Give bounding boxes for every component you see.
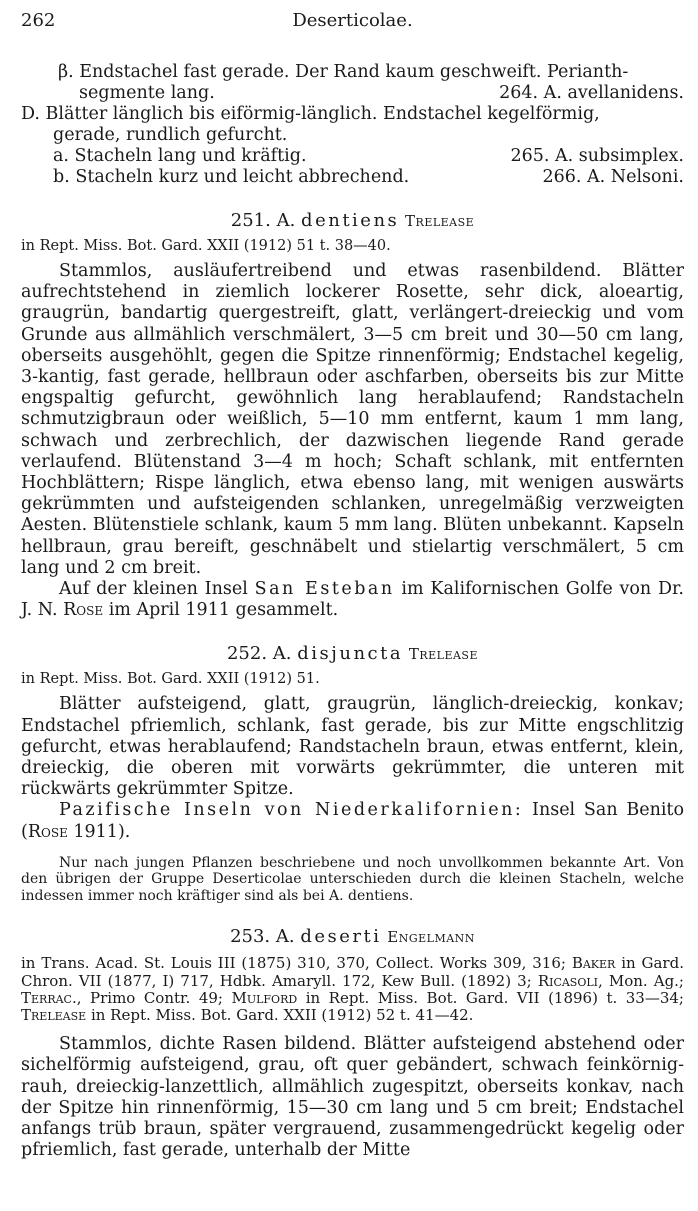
species-locality: Pazifische Inseln von Niederkalifornien: Insel San Benito (Rose 1911). <box>21 800 684 842</box>
species-description: Blätter aufsteigend, glatt, graugrün, länglich-dreieckig, konkav; Endstachel pfriemlich, schlank, fast gerade, bis zur Mitte engschlitzig gefurcht, etwas herablaufend; Randstacheln braun, etwas entfernt, klein, dreieckig, die oberen mit vorwärts gekrümmter, die unteren mit rückwärts gekrümmter Spitze. Pazifische Inseln von Niederkalifornien: Insel San Benito (Rose 1911). <box>21 694 684 842</box>
key-line: segmente lang. 264. A. avellanidens. <box>79 83 684 103</box>
species-note: Nur nach jungen Pflanzen beschriebene und noch unvollkommen bekannte Art. Von den übrigen der Gruppe Deserticolae unterschieden durch die kleinen Stacheln, welche indessen immer noch kräftiger sind als bei A. dentiens. <box>21 854 684 904</box>
identification-key <box>21 62 684 188</box>
species-description: Stammlos, dichte Rasen bildend. Blätter aufsteigend abstehend oder sichelförmig aufsteigend, grau, oft quer gebändert, schwach feinkörnig-rauh, dreieckig-lanzettlich, allmählich zugespitzt, oberseits konkav, nach der Spitze hin rinnenförmig, 15—30 cm lang und 5 cm breit; Endstachel anfangs trüb braun, später vergrauend, zusammengedrückt kegelig oder pfriemlich, fast gerade, unterhalb der Mitte <box>21 1034 684 1161</box>
species-locality: Auf der kleinen Insel San Esteban im Kalifornischen Golfe von Dr. J. N. Rose im April 1911 gesammelt. <box>21 579 684 621</box>
page-number: 262 <box>21 10 56 31</box>
key-line: D. Blätter länglich bis eiförmig-länglich. Endstachel kegelförmig, <box>21 104 600 124</box>
page <box>21 10 684 1161</box>
species-reference: in Rept. Miss. Bot. Gard. XXII (1912) 51 t. 38—40. <box>21 238 391 254</box>
species-description: Stammlos, ausläufertreibend und etwas rasenbildend. Blätter aufrechtstehend in ziemlich lockerer Rosette, sehr dick, aloeartig, graugrün, bandartig quergestreift, glatt, verlängert-dreieckig und vom Grunde aus allmählich verschmälert, 3—5 cm breit und 30—50 cm lang, oberseits ausgehöhlt, gegen die Spitze rinnenförmig; Endstachel kegelig, 3-kantig, fast gerade, hellbraun oder aschfarben, oberseits bis zur Mitte engspaltig gefurcht, gewöhnlich lang herablaufend; Randstacheln schmutzigbraun oder weißlich, 5—10 mm entfernt, kaum 1 mm lang, schwach und zerbrechlich, der dazwischen liegende Rand gerade verlaufend. Blütenstand 3—4 m hoch; Schaft schlank, mit entfernten Hochblättern; Rispe länglich, etwa ebenso lang, mit wenigen auswärts gekrümmten und aufsteigenden schlanken, unregelmäßig verzweigten Aesten. Blütenstiele schlank, kaum 5 mm lang. Blüten unbekannt. Kapseln hellbraun, grau bereift, geschnäbelt und stielartig verschmälert, 5 cm lang und 2 cm breit. Auf der kleinen Insel San Esteban im Kalifornischen Golfe von Dr. J. N. Rose im April 1911 gesammelt. <box>21 261 684 621</box>
key-line: a. Stacheln lang und kräftig. 265. A. subsimplex. <box>53 146 684 166</box>
species-name: deserti <box>300 926 382 948</box>
key-line: b. Stacheln kurz und leicht abbrechend. 266. A. Nelsoni. <box>53 167 684 187</box>
species-heading: 251. A. dentiens Trelease <box>230 210 475 231</box>
species-reference: in Rept. Miss. Bot. Gard. XXII (1912) 51. <box>21 671 320 688</box>
species-heading: 253. A. deserti Engelmann <box>230 926 475 948</box>
key-line: gerade, rundlich gefurcht. <box>53 125 288 145</box>
species-name: dentiens <box>301 210 400 231</box>
species-heading: 252. A. disjuncta Trelease <box>226 643 478 665</box>
species-author: Engelmann <box>387 928 475 947</box>
species-author: Trelease <box>405 212 475 230</box>
running-title: Deserticolae. <box>292 10 413 31</box>
species-reference: in Trans. Acad. St. Louis III (1875) 310, 370, Collect. Works 309, 316; Baker in Gard. Chron. VII (1877, I) 717, Hdbk. Amaryll. 172, Kew Bull. (1892) 3; Ricasoli, Mon. Ag.; Terrac., Primo Contr. 49; Mulford in Rept. Miss. Bot. Gard. VII (1896) t. 33—34; Trelease in Rept. Miss. Bot. Gard. XXII (1912) 52 t. 41—42. <box>21 954 684 1024</box>
species-author: Trelease <box>408 645 478 664</box>
page-header <box>21 10 684 36</box>
species-name: disjuncta <box>297 643 404 665</box>
key-line: β. Endstachel fast gerade. Der Rand kaum geschweift. Perianth- <box>58 62 629 82</box>
